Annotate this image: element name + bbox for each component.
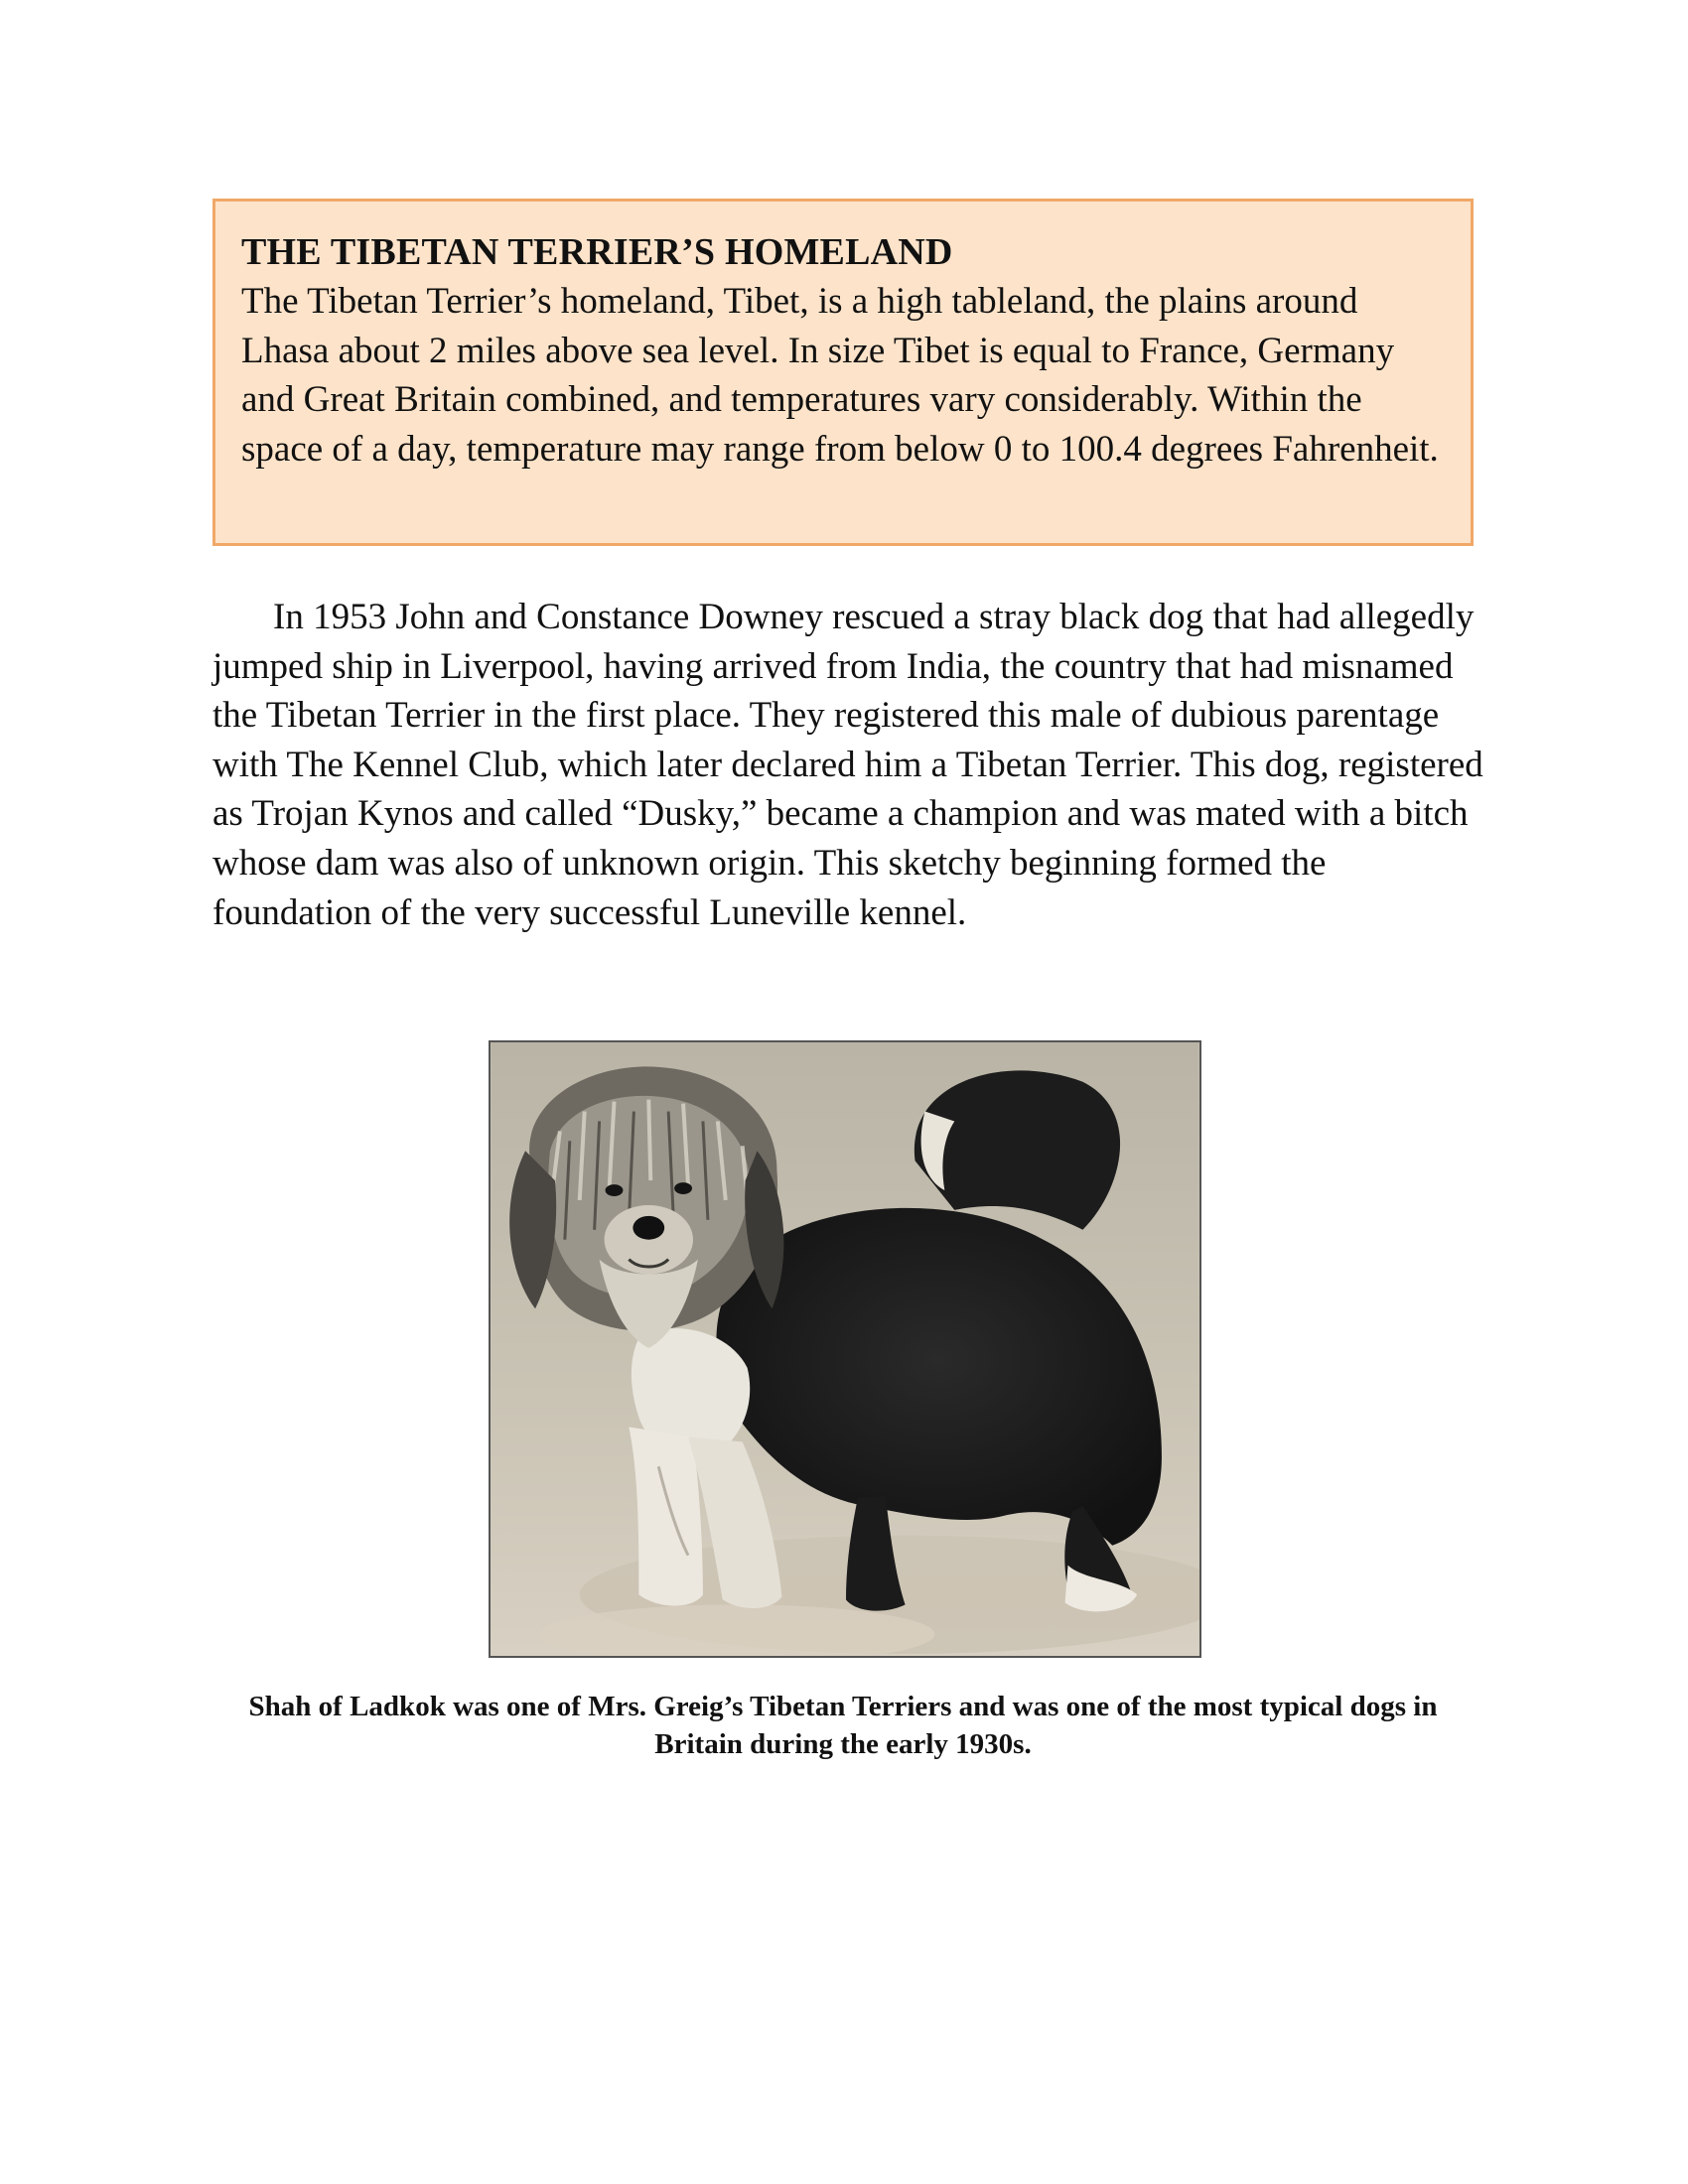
homeland-sidebar-box [212, 199, 1474, 546]
sidebar-title: THE TIBETAN TERRIER’S HOMELAND [241, 231, 953, 273]
photo-caption: Shah of Ladkok was one of Mrs. Greig’s Tibetan Terriers and was one of the most typical dogs in Britain during the early 1930s. [248, 1691, 1438, 1760]
dog-photograph [489, 1040, 1201, 1658]
sidebar-body: The Tibetan Terrier’s homeland, Tibet, is a high tableland, the plains around Lhasa about 2 miles above sea level. In size Tibet is equal to France, Germany and Great Britain combined, and temperatures vary considerably. Within the space of a day, temperature may range from below 0 to 100.4 degrees Fahrenheit. [241, 281, 1439, 470]
dog-photo-illustration [491, 1042, 1199, 1656]
body-paragraph: In 1953 John and Constance Downey rescued a stray black dog that had allegedly jumped ship in Liverpool, having arrived from India, the country that had misnamed the Tibetan Terrier in the first place. They registered this male of dubious parentage with The Kennel Club, which later declared him a Tibetan Terrier. This dog, registered as Trojan Kynos and called “Dusky,” became a champion and was mated with a bitch whose dam was also of unknown origin. This sketchy beginning formed the foundation of the very successful Luneville kennel. [212, 597, 1483, 933]
